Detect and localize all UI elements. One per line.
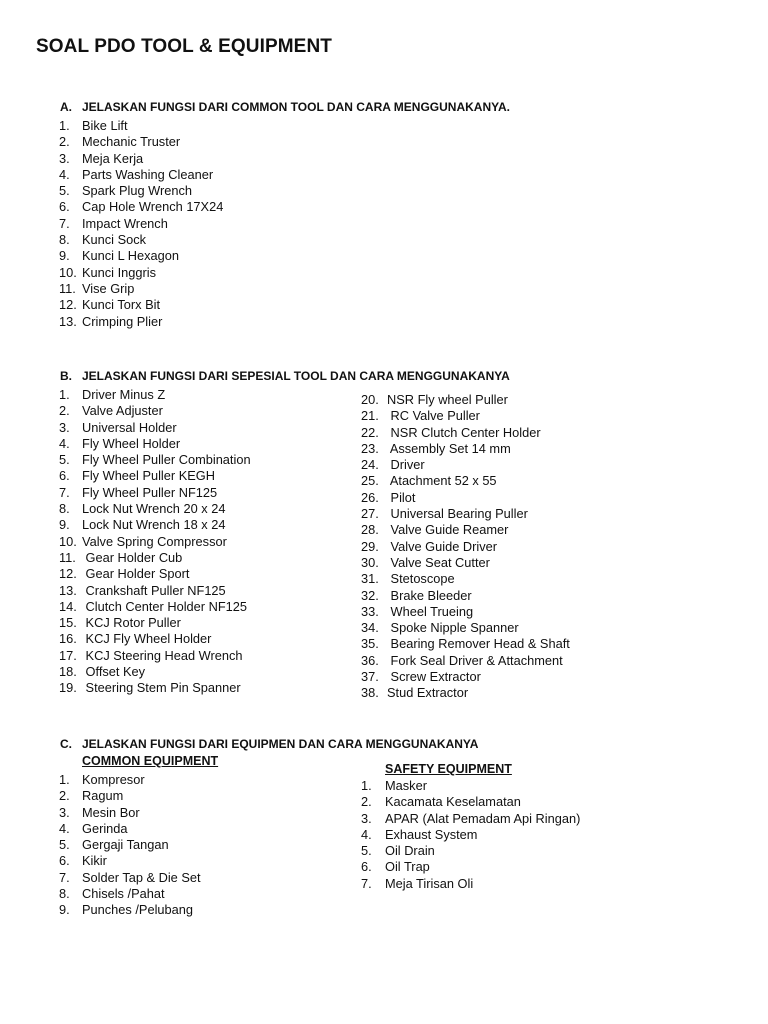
list-item — [361, 473, 570, 489]
list-item-number: 3. — [59, 150, 70, 166]
list-item — [59, 183, 223, 199]
list-item — [59, 599, 251, 615]
list-item-text: Fly Wheel Holder — [82, 435, 181, 451]
list-item — [59, 680, 251, 696]
list-item-text: Universal Holder — [82, 419, 177, 435]
list-item — [59, 615, 251, 631]
list-item — [59, 501, 251, 517]
list-item-number: 1. — [361, 778, 372, 793]
list-item — [361, 425, 570, 441]
list-item-number: 38. — [361, 685, 379, 701]
list-item-number: 34. — [361, 620, 379, 636]
list-item — [59, 664, 251, 680]
list-item-text: Pilot — [387, 489, 416, 505]
list-item — [59, 821, 201, 837]
list-item — [59, 265, 223, 281]
list-item-number: 2. — [59, 134, 70, 150]
list-item-number: 27. — [361, 506, 379, 522]
list-item — [361, 490, 570, 506]
list-item-text: Ragum — [82, 788, 124, 804]
list-item-number: 9. — [59, 248, 70, 264]
list-item-text: NSR Clutch Center Holder — [387, 424, 541, 440]
section-a-list — [59, 118, 223, 330]
section-c-heading-text: JELASKAN FUNGSI DARI EQUIPMEN DAN CARA MENGGUNAKANYA — [82, 737, 479, 751]
section-c-marker: C. — [60, 737, 72, 751]
list-item — [361, 653, 570, 669]
list-item-number: 18. — [59, 664, 77, 680]
list-item-number: 10. — [59, 264, 77, 280]
list-item-number: 6. — [59, 199, 70, 215]
list-item-text: Kompresor — [82, 772, 145, 787]
list-item-number: 6. — [361, 859, 372, 875]
list-item-text: Mesin Bor — [82, 804, 140, 820]
list-item — [59, 648, 251, 664]
list-item — [59, 566, 251, 582]
list-item — [59, 902, 201, 918]
list-item — [59, 583, 251, 599]
list-item — [361, 876, 580, 892]
list-item — [59, 485, 251, 501]
list-item-text: APAR (Alat Pemadam Api Ringan) — [385, 810, 581, 826]
list-item-number: 2. — [361, 794, 372, 810]
list-item-number: 1. — [59, 772, 70, 787]
list-item-number: 26. — [361, 489, 379, 505]
list-item-text: Universal Bearing Puller — [387, 506, 528, 522]
list-item-number: 5. — [59, 837, 70, 853]
list-item-number: 24. — [361, 457, 379, 473]
list-item-number: 19. — [59, 680, 77, 696]
list-item — [361, 843, 580, 859]
list-item — [361, 392, 570, 408]
list-item-number: 20. — [361, 392, 379, 407]
list-item-text: Chisels /Pahat — [82, 886, 165, 902]
list-item-number: 8. — [59, 501, 70, 517]
list-item — [361, 588, 570, 604]
safety-equipment-list — [361, 778, 580, 892]
list-item — [361, 604, 570, 620]
list-item-number: 3. — [59, 804, 70, 820]
list-item — [361, 811, 580, 827]
list-item — [59, 134, 223, 150]
list-item-number: 4. — [59, 820, 70, 836]
list-item-number: 16. — [59, 631, 77, 647]
list-item — [361, 827, 580, 843]
list-item-text: Offset Key — [82, 664, 146, 680]
list-item-number: 29. — [361, 538, 379, 554]
list-item-text: Gergaji Tangan — [82, 837, 169, 853]
list-item-text: Cap Hole Wrench 17X24 — [82, 199, 224, 215]
list-item-text: Oil Trap — [385, 859, 430, 875]
list-item-text: Stetoscope — [387, 571, 455, 587]
list-item — [59, 281, 223, 297]
list-item-number: 6. — [59, 468, 70, 484]
list-item-text: RC Valve Puller — [387, 408, 480, 424]
list-item-number: 5. — [361, 843, 372, 859]
list-item-number: 13. — [59, 313, 77, 329]
safety-equipment-title: SAFETY EQUIPMENT — [385, 762, 512, 776]
list-item-text: Masker — [385, 778, 427, 793]
list-item — [59, 452, 251, 468]
list-item-text: Wheel Trueing — [387, 603, 474, 619]
list-item — [361, 794, 580, 810]
list-item — [59, 550, 251, 566]
list-item — [59, 837, 201, 853]
list-item-text: Screw Extractor — [387, 669, 481, 685]
list-item-text: Vise Grip — [82, 280, 135, 296]
list-item — [59, 631, 251, 647]
list-item — [59, 232, 223, 248]
list-item — [59, 167, 223, 183]
list-item-number: 32. — [361, 587, 379, 603]
list-item-text: Lock Nut Wrench 20 x 24 — [82, 501, 226, 517]
list-item — [361, 685, 570, 701]
list-item — [59, 517, 251, 533]
section-b-list-left — [59, 387, 251, 697]
list-item-number: 5. — [59, 452, 70, 468]
section-b-list-right — [361, 392, 570, 702]
list-item-text: Valve Seat Cutter — [387, 554, 490, 570]
list-item-text: Fork Seal Driver & Attachment — [387, 652, 563, 668]
list-item-number: 31. — [361, 571, 379, 587]
list-item-text: KCJ Steering Head Wrench — [82, 647, 243, 663]
list-item — [361, 778, 580, 794]
list-item — [59, 151, 223, 167]
list-item-text: Steering Stem Pin Spanner — [82, 680, 241, 696]
section-a-marker: A. — [60, 100, 72, 114]
list-item-number: 13. — [59, 582, 77, 598]
list-item — [59, 216, 223, 232]
list-item-number: 7. — [59, 484, 70, 500]
list-item-number: 21. — [361, 408, 379, 424]
list-item-text: Parts Washing Cleaner — [82, 166, 214, 182]
list-item-text: Brake Bleeder — [387, 587, 472, 603]
list-item — [361, 620, 570, 636]
list-item-text: NSR Fly wheel Puller — [387, 392, 508, 407]
list-item-text: Spoke Nipple Spanner — [387, 620, 519, 636]
list-item — [361, 636, 570, 652]
list-item-text: Mechanic Truster — [82, 134, 181, 150]
list-item-text: Kunci Inggris — [82, 264, 156, 280]
list-item-text: Bike Lift — [82, 118, 128, 133]
list-item-text: Crankshaft Puller NF125 — [82, 582, 226, 598]
list-item-number: 28. — [361, 522, 379, 538]
list-item-number: 23. — [361, 440, 379, 456]
section-c-heading — [60, 737, 478, 751]
list-item-text: Gear Holder Cub — [82, 549, 183, 565]
list-item-text: Meja Kerja — [82, 150, 144, 166]
list-item-number: 2. — [59, 788, 70, 804]
list-item — [59, 805, 201, 821]
list-item-text: Punches /Pelubang — [82, 902, 193, 918]
list-item-number: 7. — [59, 869, 70, 885]
list-item-text: Valve Guide Driver — [387, 538, 497, 554]
list-item-number: 11. — [59, 280, 76, 296]
list-item-text: Atachment 52 x 55 — [387, 473, 497, 489]
list-item — [59, 772, 201, 788]
list-item-number: 37. — [361, 669, 379, 685]
list-item-number: 1. — [59, 118, 70, 133]
section-b-heading — [60, 369, 510, 383]
list-item-text: Solder Tap & Die Set — [82, 869, 201, 885]
list-item — [59, 403, 251, 419]
list-item-text: Impact Wrench — [82, 215, 168, 231]
list-item — [361, 408, 570, 424]
list-item-number: 8. — [59, 886, 70, 902]
list-item — [361, 457, 570, 473]
list-item-text: Kunci L Hexagon — [82, 248, 179, 264]
list-item-text: Kikir — [82, 853, 107, 869]
list-item-number: 1. — [59, 387, 70, 402]
list-item-text: Exhaust System — [385, 826, 478, 842]
list-item-text: Driver Minus Z — [82, 387, 166, 402]
list-item-number: 30. — [361, 554, 379, 570]
section-b-heading-text: JELASKAN FUNGSI DARI SEPESIAL TOOL DAN CARA MENGGUNAKANYA — [82, 369, 510, 383]
list-item-text: Kacamata Keselamatan — [385, 794, 521, 810]
list-item-text: Oil Drain — [385, 843, 435, 859]
list-item-number: 4. — [59, 166, 70, 182]
list-item — [59, 534, 251, 550]
list-item-text: Spark Plug Wrench — [82, 183, 193, 199]
list-item — [59, 387, 251, 403]
list-item-number: 3. — [59, 419, 70, 435]
section-a-heading-text: JELASKAN FUNGSI DARI COMMON TOOL DAN CARA MENGGUNAKANYA. — [82, 100, 511, 114]
list-item-number: 33. — [361, 603, 379, 619]
list-item-number: 12. — [59, 297, 77, 313]
list-item-number: 9. — [59, 902, 70, 918]
common-equipment-title: COMMON EQUIPMENT — [82, 754, 219, 768]
list-item — [59, 420, 251, 436]
list-item-text: Fly Wheel Puller KEGH — [82, 468, 215, 484]
list-item-number: 17. — [59, 647, 77, 663]
section-b-marker: B. — [60, 369, 72, 383]
list-item — [59, 297, 223, 313]
list-item — [59, 248, 223, 264]
list-item-number: 11. — [59, 549, 76, 565]
list-item — [361, 859, 580, 875]
page-title: SOAL PDO TOOL & EQUIPMENT — [36, 36, 332, 57]
list-item — [361, 539, 570, 555]
list-item-text: Crimping Plier — [82, 313, 163, 329]
list-item-number: 5. — [59, 183, 70, 199]
list-item — [361, 571, 570, 587]
list-item-text: Assembly Set 14 mm — [387, 440, 511, 456]
list-item-number: 25. — [361, 473, 379, 489]
list-item — [59, 468, 251, 484]
list-item-text: Kunci Torx Bit — [82, 297, 160, 313]
list-item — [59, 436, 251, 452]
list-item — [59, 199, 223, 215]
list-item-text: Fly Wheel Puller NF125 — [82, 484, 218, 500]
list-item — [59, 853, 201, 869]
list-item — [59, 118, 223, 134]
list-item-text: Driver — [387, 457, 425, 473]
list-item-number: 14. — [59, 598, 77, 614]
list-item-number: 35. — [361, 636, 379, 652]
list-item — [59, 886, 201, 902]
list-item-text: Gear Holder Sport — [82, 566, 190, 582]
list-item-number: 9. — [59, 517, 70, 533]
list-item-number: 15. — [59, 615, 77, 631]
list-item-text: Bearing Remover Head & Shaft — [387, 636, 570, 652]
list-item — [59, 788, 201, 804]
list-item-text: Valve Spring Compressor — [82, 533, 227, 549]
list-item-number: 36. — [361, 652, 379, 668]
list-item — [361, 669, 570, 685]
list-item-number: 7. — [361, 875, 372, 891]
list-item — [361, 522, 570, 538]
section-a-heading — [60, 100, 510, 114]
list-item — [361, 555, 570, 571]
list-item-text: KCJ Rotor Puller — [82, 615, 181, 631]
list-item-number: 7. — [59, 215, 70, 231]
list-item-number: 12. — [59, 566, 77, 582]
list-item-text: Fly Wheel Puller Combination — [82, 452, 251, 468]
list-item — [361, 506, 570, 522]
common-equipment-list — [59, 772, 201, 919]
list-item-number: 2. — [59, 403, 70, 419]
list-item-text: KCJ Fly Wheel Holder — [82, 631, 212, 647]
list-item-number: 8. — [59, 232, 70, 248]
list-item-number: 4. — [361, 826, 372, 842]
list-item — [59, 314, 223, 330]
list-item-text: Meja Tirisan Oli — [385, 875, 474, 891]
list-item-text: Lock Nut Wrench 18 x 24 — [82, 517, 226, 533]
list-item-number: 10. — [59, 533, 77, 549]
list-item-number: 6. — [59, 853, 70, 869]
list-item-number: 3. — [361, 810, 372, 826]
list-item-number: 22. — [361, 424, 379, 440]
list-item — [59, 870, 201, 886]
list-item-text: Gerinda — [82, 820, 128, 836]
list-item — [361, 441, 570, 457]
list-item-text: Valve Guide Reamer — [387, 522, 509, 538]
list-item-text: Clutch Center Holder NF125 — [82, 598, 248, 614]
list-item-number: 4. — [59, 435, 70, 451]
list-item-text: Stud Extractor — [387, 685, 469, 701]
list-item-text: Valve Adjuster — [82, 403, 163, 419]
list-item-text: Kunci Sock — [82, 232, 147, 248]
